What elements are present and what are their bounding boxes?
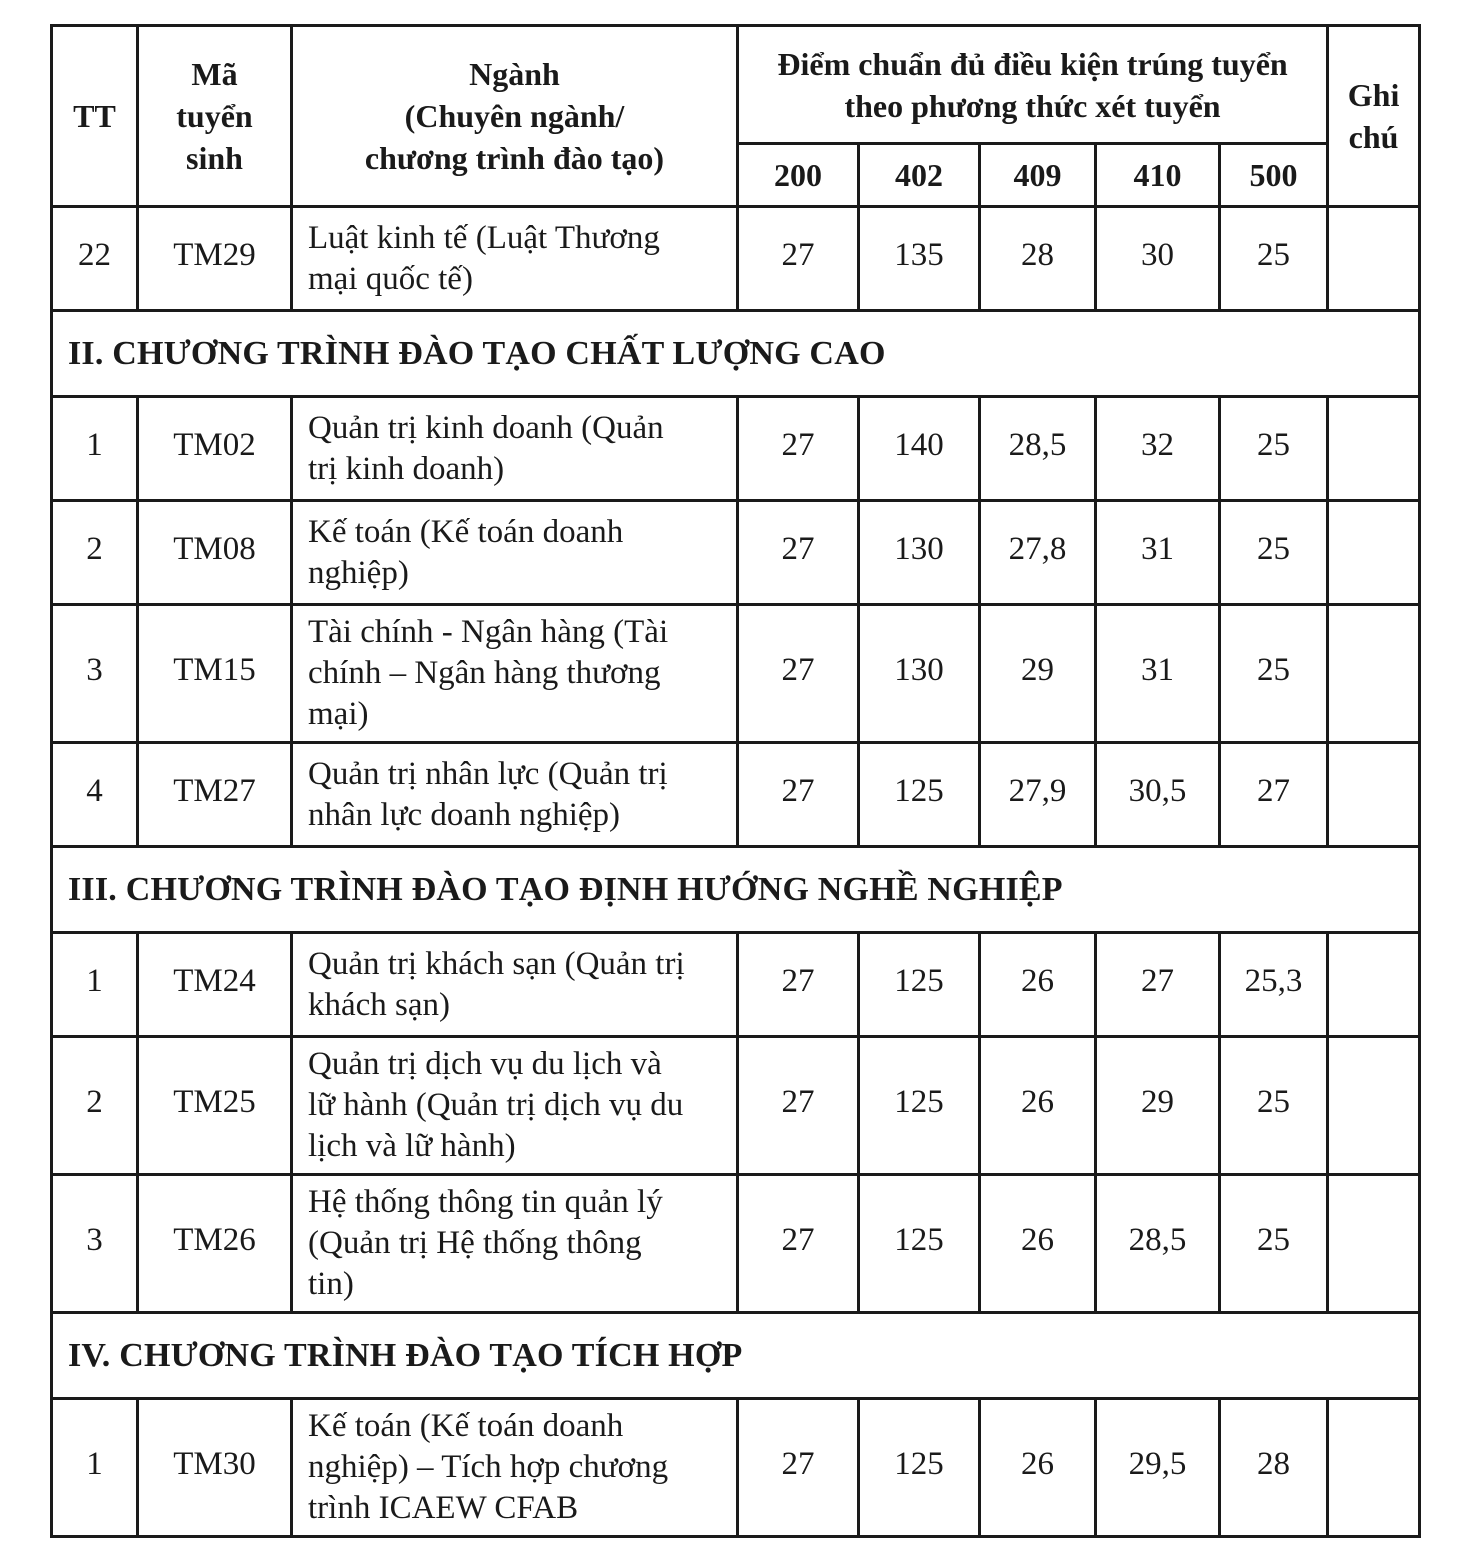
score-method-410: 30,5 bbox=[1096, 743, 1220, 847]
row-nganh-line: Quản trị dịch vụ du lịch và bbox=[308, 1046, 662, 1082]
row-tt: 22 bbox=[52, 207, 138, 311]
score-method-200: 27 bbox=[738, 1037, 859, 1175]
row-nganh-line: Quản trị kinh doanh (Quản bbox=[308, 409, 664, 446]
row-nganh-line: Hệ thống thông tin quản lý bbox=[308, 1184, 663, 1220]
score-method-409: 27,8 bbox=[980, 501, 1096, 605]
row-ghi-chu bbox=[1328, 1175, 1420, 1313]
section-row bbox=[52, 311, 1420, 397]
header-diem-line: theo phương thức xét tuyển bbox=[844, 87, 1221, 124]
section-title: III. CHƯƠNG TRÌNH ĐÀO TẠO ĐỊNH HƯỚNG NGHỀ NGHIỆP bbox=[52, 847, 1420, 933]
row-ma-tuyen-sinh: TM08 bbox=[138, 501, 292, 605]
table-row bbox=[52, 207, 1420, 311]
score-method-402: 130 bbox=[859, 605, 980, 743]
row-nganh bbox=[292, 1399, 738, 1537]
row-nganh bbox=[292, 933, 738, 1037]
row-tt: 2 bbox=[52, 1037, 138, 1175]
header-method-409: 409 bbox=[980, 144, 1096, 207]
header-method-200: 200 bbox=[738, 144, 859, 207]
row-tt: 3 bbox=[52, 1175, 138, 1313]
header-tt: TT bbox=[52, 26, 138, 207]
row-ghi-chu bbox=[1328, 1399, 1420, 1537]
score-method-410: 27 bbox=[1096, 933, 1220, 1037]
table-row bbox=[52, 605, 1420, 743]
score-method-409: 26 bbox=[980, 1175, 1096, 1313]
header-ma-tuyen-sinh bbox=[138, 26, 292, 207]
score-method-409: 26 bbox=[980, 1399, 1096, 1537]
header-method-402: 402 bbox=[859, 144, 980, 207]
table-row bbox=[52, 743, 1420, 847]
table-row bbox=[52, 397, 1420, 501]
header-method-410: 410 bbox=[1096, 144, 1220, 207]
row-ghi-chu bbox=[1328, 605, 1420, 743]
score-method-402: 125 bbox=[859, 1037, 980, 1175]
row-ma-tuyen-sinh: TM02 bbox=[138, 397, 292, 501]
section-title: IV. CHƯƠNG TRÌNH ĐÀO TẠO TÍCH HỢP bbox=[52, 1313, 1420, 1399]
section-row bbox=[52, 847, 1420, 933]
header-nganh-line: Ngành bbox=[469, 56, 560, 92]
row-tt: 1 bbox=[52, 1399, 138, 1537]
score-method-200: 27 bbox=[738, 1175, 859, 1313]
score-method-409: 26 bbox=[980, 933, 1096, 1037]
row-nganh-line: nghiệp) – Tích hợp chương bbox=[308, 1449, 669, 1485]
score-method-200: 27 bbox=[738, 1399, 859, 1537]
row-ghi-chu bbox=[1328, 501, 1420, 605]
row-nganh bbox=[292, 743, 738, 847]
row-ghi-chu bbox=[1328, 933, 1420, 1037]
score-method-200: 27 bbox=[738, 933, 859, 1037]
score-method-200: 27 bbox=[738, 207, 859, 311]
row-ghi-chu bbox=[1328, 397, 1420, 501]
score-method-402: 130 bbox=[859, 501, 980, 605]
score-method-410: 28,5 bbox=[1096, 1175, 1220, 1313]
score-method-500: 25 bbox=[1220, 397, 1328, 501]
score-method-200: 27 bbox=[738, 605, 859, 743]
section-row bbox=[52, 1313, 1420, 1399]
score-method-409: 27,9 bbox=[980, 743, 1096, 847]
score-method-402: 140 bbox=[859, 397, 980, 501]
score-method-402: 125 bbox=[859, 1175, 980, 1313]
score-method-410: 29 bbox=[1096, 1037, 1220, 1175]
row-nganh-line: lịch và lữ hành) bbox=[308, 1128, 516, 1164]
table-body bbox=[52, 207, 1420, 1537]
header-ma-line: tuyển bbox=[176, 98, 253, 134]
row-nganh-line: mại quốc tế) bbox=[308, 260, 473, 297]
table-header-row bbox=[52, 26, 1420, 144]
table-row bbox=[52, 501, 1420, 605]
row-nganh-line: khách sạn) bbox=[308, 986, 451, 1023]
score-method-500: 25 bbox=[1220, 1037, 1328, 1175]
row-nganh bbox=[292, 605, 738, 743]
row-nganh-line: trị kinh doanh) bbox=[308, 450, 505, 487]
score-method-500: 27 bbox=[1220, 743, 1328, 847]
row-ghi-chu bbox=[1328, 1037, 1420, 1175]
score-method-200: 27 bbox=[738, 397, 859, 501]
row-nganh-line: Kế toán (Kế toán doanh bbox=[308, 1408, 624, 1444]
header-ghichu-line: chú bbox=[1348, 119, 1399, 155]
row-nganh-line: Quản trị nhân lực (Quản trị bbox=[308, 755, 668, 792]
row-nganh bbox=[292, 1037, 738, 1175]
score-method-409: 29 bbox=[980, 605, 1096, 743]
score-method-409: 26 bbox=[980, 1037, 1096, 1175]
row-ma-tuyen-sinh: TM15 bbox=[138, 605, 292, 743]
row-nganh bbox=[292, 1175, 738, 1313]
row-nganh bbox=[292, 501, 738, 605]
row-ghi-chu bbox=[1328, 743, 1420, 847]
row-tt: 3 bbox=[52, 605, 138, 743]
header-ma-line: sinh bbox=[186, 140, 243, 176]
header-method-500: 500 bbox=[1220, 144, 1328, 207]
admission-score-table bbox=[50, 24, 1421, 1538]
header-diem-line: Điểm chuẩn đủ điều kiện trúng tuyển bbox=[777, 45, 1288, 82]
score-method-410: 31 bbox=[1096, 605, 1220, 743]
row-nganh bbox=[292, 207, 738, 311]
score-method-500: 25 bbox=[1220, 501, 1328, 605]
header-ma-line: Mã bbox=[191, 56, 238, 92]
row-tt: 1 bbox=[52, 397, 138, 501]
section-title: II. CHƯƠNG TRÌNH ĐÀO TẠO CHẤT LƯỢNG CAO bbox=[52, 311, 1420, 397]
row-ma-tuyen-sinh: TM29 bbox=[138, 207, 292, 311]
score-method-409: 28 bbox=[980, 207, 1096, 311]
row-nganh-line: Luật kinh tế (Luật Thương bbox=[308, 219, 660, 256]
header-nganh-line: (Chuyên ngành/ bbox=[404, 98, 625, 134]
table-row bbox=[52, 1175, 1420, 1313]
row-nganh-line: nghiệp) bbox=[308, 554, 409, 591]
score-method-410: 30 bbox=[1096, 207, 1220, 311]
score-method-200: 27 bbox=[738, 743, 859, 847]
table-row bbox=[52, 1037, 1420, 1175]
row-nganh-line: tin) bbox=[308, 1266, 354, 1302]
row-nganh bbox=[292, 397, 738, 501]
score-method-410: 32 bbox=[1096, 397, 1220, 501]
row-nganh-line: chính – Ngân hàng thương bbox=[308, 655, 661, 691]
row-ma-tuyen-sinh: TM27 bbox=[138, 743, 292, 847]
row-ma-tuyen-sinh: TM30 bbox=[138, 1399, 292, 1537]
row-nganh-line: Quản trị khách sạn (Quản trị bbox=[308, 945, 685, 982]
score-method-402: 135 bbox=[859, 207, 980, 311]
row-ghi-chu bbox=[1328, 207, 1420, 311]
row-nganh-line: nhân lực doanh nghiệp) bbox=[308, 796, 621, 833]
table-row bbox=[52, 1399, 1420, 1537]
header-ghi-chu bbox=[1328, 26, 1420, 207]
row-ma-tuyen-sinh: TM24 bbox=[138, 933, 292, 1037]
row-ma-tuyen-sinh: TM26 bbox=[138, 1175, 292, 1313]
row-nganh-line: Tài chính - Ngân hàng (Tài bbox=[308, 614, 669, 650]
score-method-500: 25 bbox=[1220, 605, 1328, 743]
table-row bbox=[52, 933, 1420, 1037]
score-method-500: 28 bbox=[1220, 1399, 1328, 1537]
row-tt: 4 bbox=[52, 743, 138, 847]
header-diem-chuan bbox=[738, 26, 1328, 144]
score-method-402: 125 bbox=[859, 743, 980, 847]
score-method-402: 125 bbox=[859, 933, 980, 1037]
score-method-409: 28,5 bbox=[980, 397, 1096, 501]
header-nganh bbox=[292, 26, 738, 207]
score-method-410: 29,5 bbox=[1096, 1399, 1220, 1537]
header-ghichu-line: Ghi bbox=[1347, 77, 1400, 113]
row-nganh-line: Kế toán (Kế toán doanh bbox=[308, 513, 624, 550]
score-method-500: 25,3 bbox=[1220, 933, 1328, 1037]
row-tt: 2 bbox=[52, 501, 138, 605]
score-method-500: 25 bbox=[1220, 207, 1328, 311]
row-nganh-line: lữ hành (Quản trị dịch vụ du bbox=[308, 1087, 684, 1123]
admission-score-document bbox=[50, 24, 1418, 1538]
score-method-200: 27 bbox=[738, 501, 859, 605]
row-ma-tuyen-sinh: TM25 bbox=[138, 1037, 292, 1175]
score-method-402: 125 bbox=[859, 1399, 980, 1537]
row-tt: 1 bbox=[52, 933, 138, 1037]
row-nganh-line: (Quản trị Hệ thống thông bbox=[308, 1225, 642, 1261]
score-method-410: 31 bbox=[1096, 501, 1220, 605]
row-nganh-line: trình ICAEW CFAB bbox=[308, 1490, 579, 1526]
header-nganh-line: chương trình đào tạo) bbox=[364, 140, 665, 176]
row-nganh-line: mại) bbox=[308, 696, 369, 732]
score-method-500: 25 bbox=[1220, 1175, 1328, 1313]
